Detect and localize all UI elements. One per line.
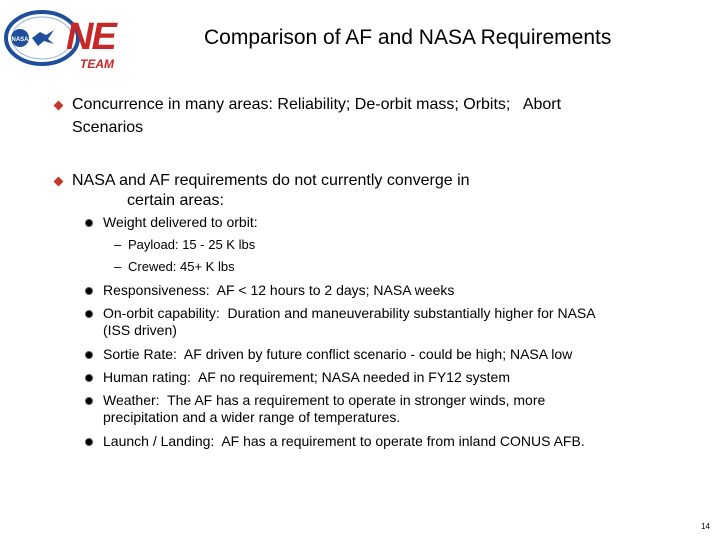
sub-bullet-icon [85, 438, 93, 446]
sub-item-on-orbit-continuation: (ISS driven) [103, 322, 177, 338]
dash-marker: – [114, 259, 122, 274]
sub-item-weather: Weather: The AF has a requirement to operate in stronger winds, more [103, 392, 546, 408]
sub-bullet-icon [85, 310, 93, 318]
svg-text:NASA: NASA [11, 37, 29, 43]
one-team-logo [2, 8, 132, 70]
sub-bullet-icon [85, 374, 93, 382]
bullet-2-text: NASA and AF requirements do not currently converge in [72, 172, 470, 189]
sub-bullet-icon [85, 351, 93, 359]
sub-item-responsiveness: Responsiveness: AF < 12 hours to 2 days; NASA weeks [103, 282, 455, 298]
dash-marker: – [114, 237, 122, 252]
sub-sub-item-crewed: Crewed: 45+ K lbs [128, 259, 235, 274]
sub-bullet-icon [85, 287, 93, 295]
slide-title: Comparison of AF and NASA Requirements [204, 26, 612, 49]
sub-item-weight: Weight delivered to orbit: [103, 214, 258, 230]
logo-team-label: TEAM [80, 57, 114, 71]
bullet-1-continuation: Scenarios [72, 119, 144, 136]
sub-item-weather-continuation: precipitation and a wider range of temperatures. [103, 409, 401, 425]
sub-sub-item-payload: Payload: 15 - 25 K lbs [128, 237, 256, 252]
page-number: 14 [701, 522, 710, 531]
sub-item-on-orbit: On-orbit capability: Duration and maneuverability substantially higher for NASA [103, 305, 596, 321]
logo-brand-letters: NE [66, 16, 115, 58]
bullet-diamond-icon [54, 101, 64, 111]
sub-item-sortie-rate: Sortie Rate: AF driven by future conflict scenario - could be high; NASA low [103, 346, 573, 362]
sub-item-human-rating: Human rating: AF no requirement; NASA needed in FY12 system [103, 369, 510, 385]
bullet-2-continuation: certain areas: [127, 192, 224, 209]
bullet-1-text: Concurrence in many areas: Reliability; De-orbit mass; Orbits; Abort [72, 96, 562, 113]
sub-bullet-icon [85, 219, 93, 227]
bullet-diamond-icon [54, 177, 64, 187]
sub-bullet-icon [85, 397, 93, 405]
sub-item-launch-landing: Launch / Landing: AF has a requirement to operate from inland CONUS AFB. [103, 433, 585, 449]
